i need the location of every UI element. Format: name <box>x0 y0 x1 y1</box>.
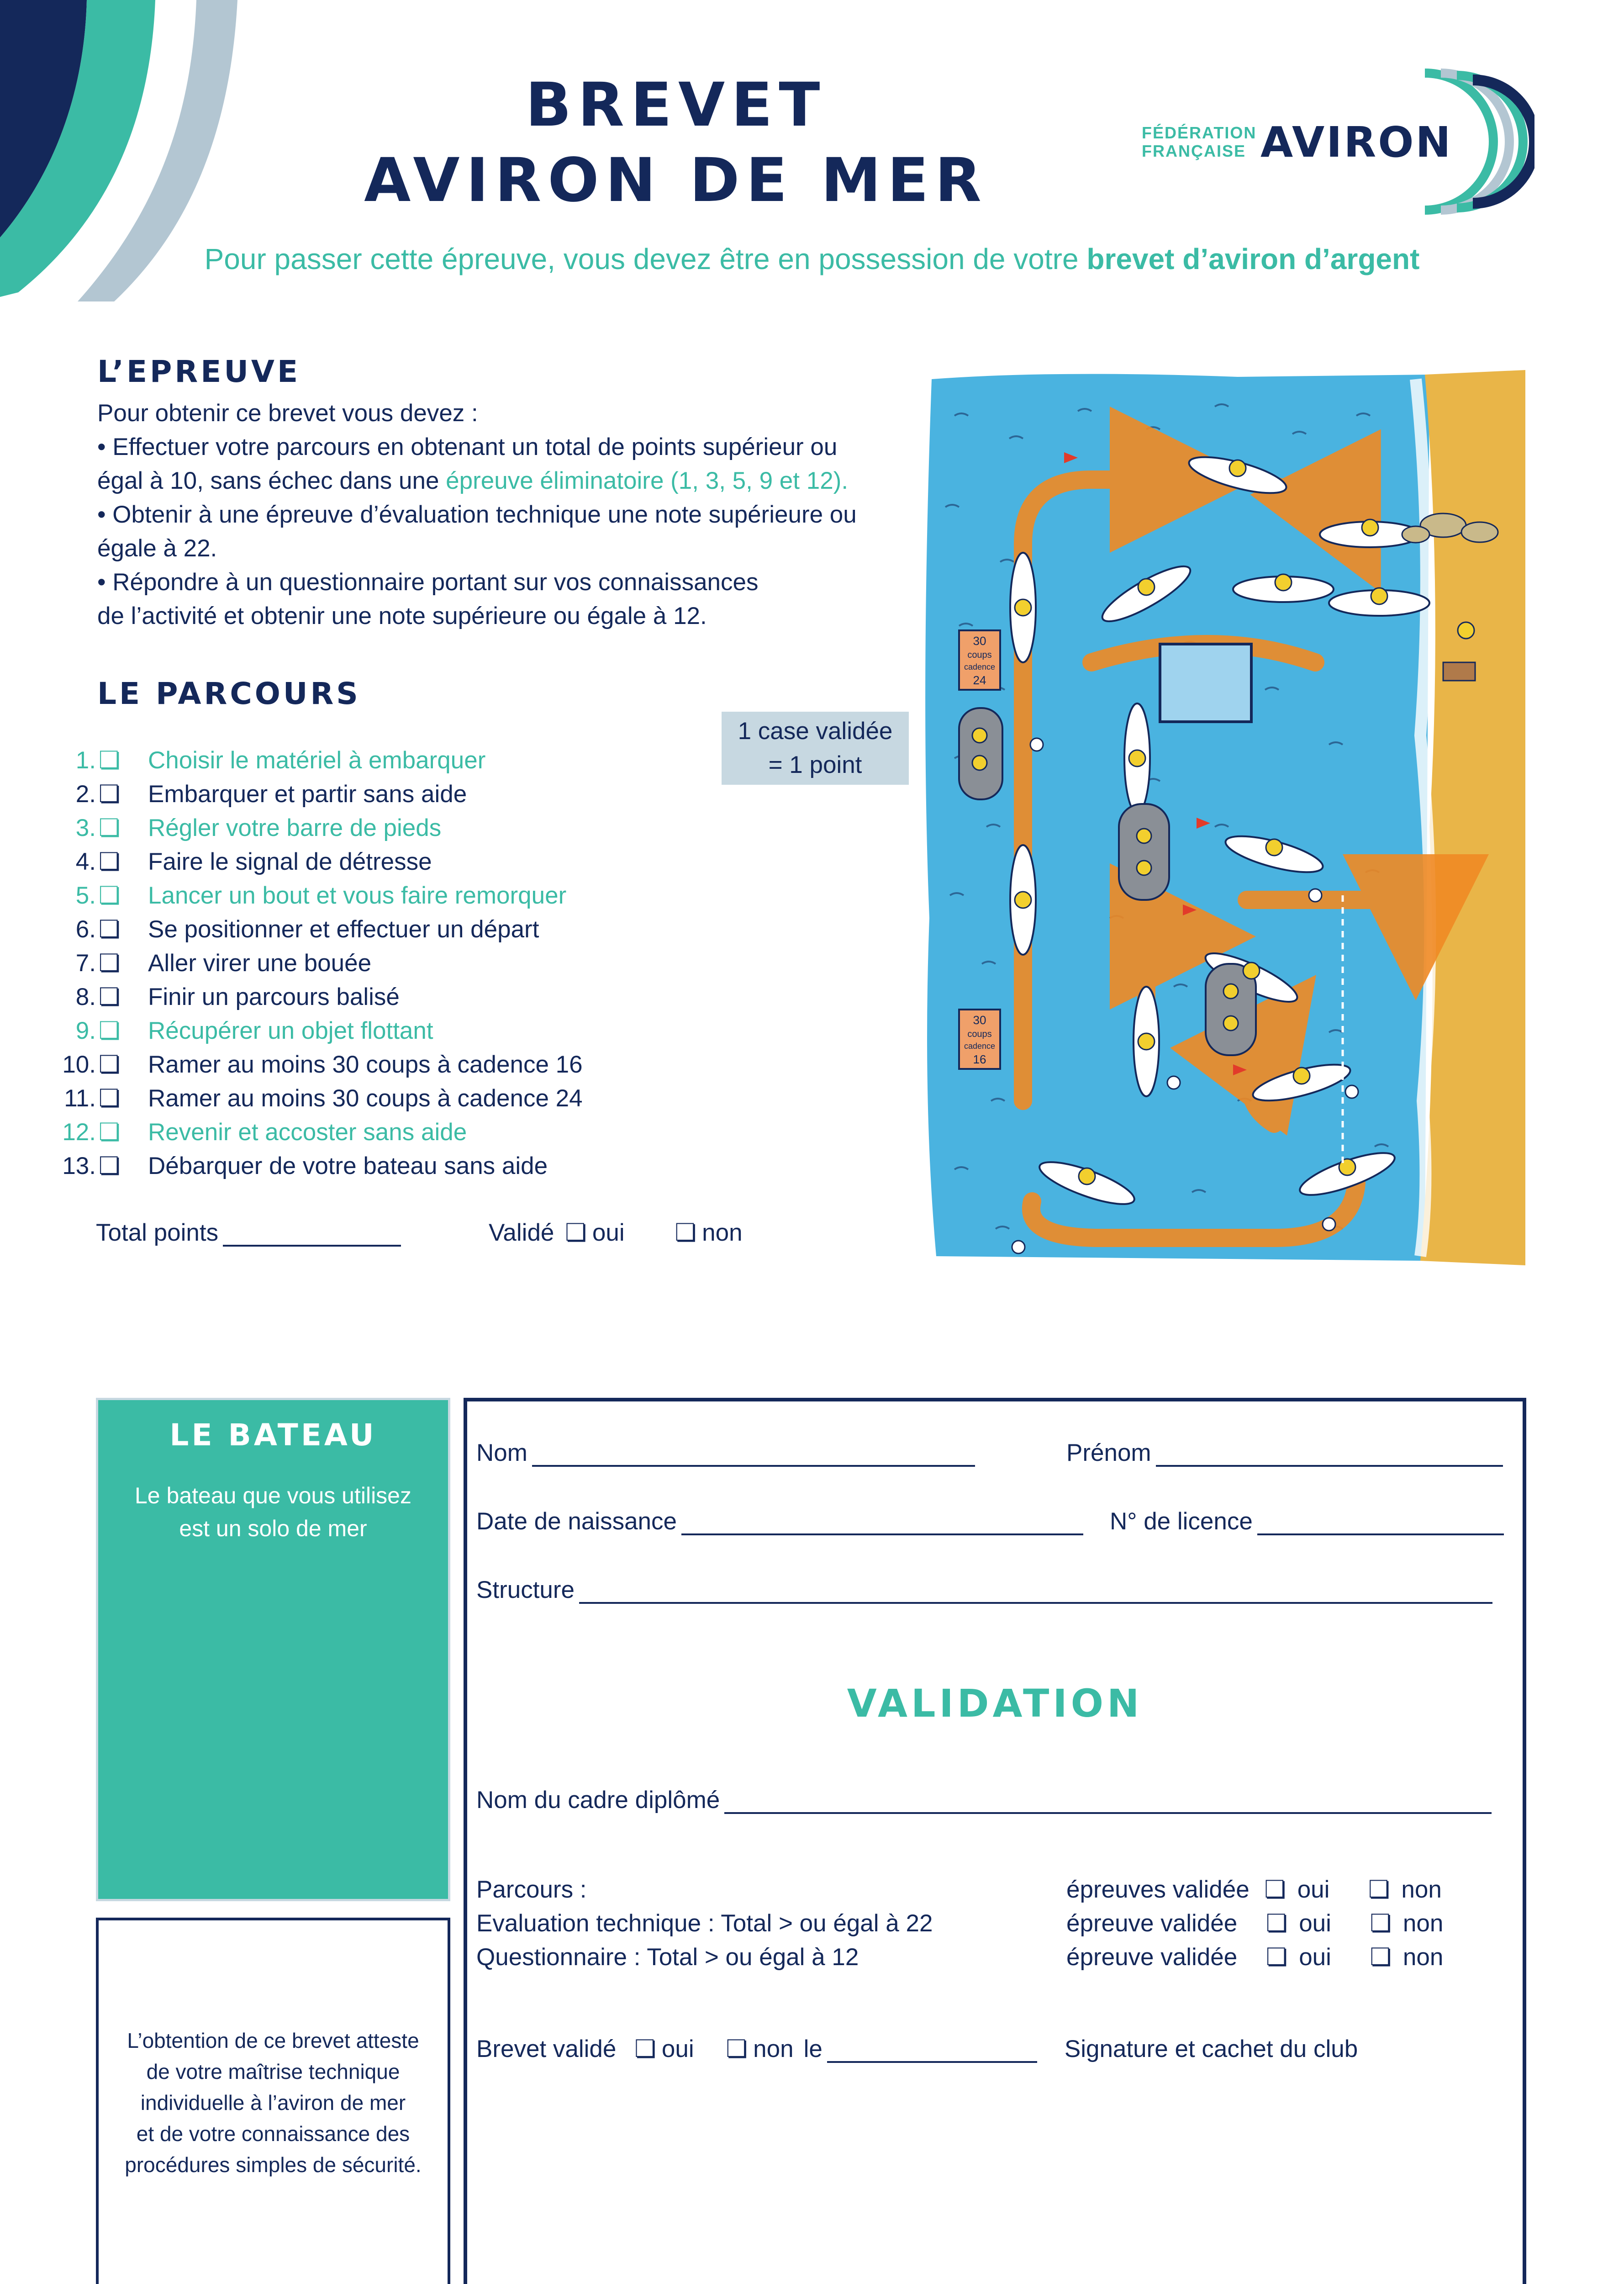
oui-label: oui <box>592 1219 625 1246</box>
checkbox-icon[interactable]: ❏ <box>565 1219 587 1246</box>
parcours-illustration <box>918 370 1525 1265</box>
oui-label: oui <box>661 2036 694 2062</box>
checkbox-icon: ❏ <box>99 983 121 1010</box>
cadre-input-line[interactable] <box>724 1791 1492 1814</box>
parcours-heading: LE PARCOURS <box>97 676 361 711</box>
nom-label: Nom <box>476 1439 527 1466</box>
framed-object <box>1160 644 1251 722</box>
brevet-valide-row <box>476 2035 1358 2063</box>
list-item[interactable]: 11. ❏ Ramer au moins 30 coups à cadence 24 <box>27 1082 583 1116</box>
badge-line1: 1 case validée <box>738 718 893 745</box>
structure-input-line[interactable] <box>579 1581 1492 1604</box>
checkbox-icon: ❏ <box>99 1051 121 1078</box>
epreuve-line2 <box>97 464 915 498</box>
subtitle-bold: brevet d’aviron d’argent <box>1086 243 1420 275</box>
svg-text:coups: coups <box>967 650 992 660</box>
oui-label: oui <box>1297 1876 1330 1903</box>
check-row-eval <box>1066 1907 1443 1940</box>
svg-text:cadence: cadence <box>964 1042 996 1051</box>
svg-text:24: 24 <box>973 673 986 687</box>
epreuve-line6: de l’activité et obtenir une note supérieure ou égale à 12. <box>97 603 707 629</box>
logo-mark-icon <box>1397 69 1534 215</box>
bateau-text <box>98 1479 448 1545</box>
checkbox-icon[interactable]: ❏ <box>1370 1944 1392 1971</box>
epreuve-line3: • Obtenir à une épreuve d’évaluation technique une note supérieure ou <box>97 501 857 528</box>
date-naissance-input-line[interactable] <box>681 1512 1083 1535</box>
checkbox-icon: ❏ <box>99 781 121 808</box>
checkbox-icon: ❏ <box>99 814 121 841</box>
svg-text:coups: coups <box>967 1029 992 1039</box>
check-label: épreuves validée <box>1066 1876 1250 1903</box>
cadence-sign-24 <box>959 630 1000 690</box>
checkbox-icon: ❏ <box>99 1153 121 1179</box>
checkbox-icon: ❏ <box>99 747 121 774</box>
list-item[interactable]: 9. ❏ Récupérer un objet flottant <box>27 1014 433 1048</box>
points-badge <box>722 712 909 785</box>
epreuve-line5: • Répondre à un questionnaire portant sur vos connaissances <box>97 569 759 596</box>
prenom-label: Prénom <box>1066 1439 1151 1466</box>
logo-word: AVIRON <box>1260 118 1453 167</box>
epreuve-line4: égale à 22. <box>97 535 217 562</box>
attestation-line3: individuelle à l’aviron de mer <box>140 2091 406 2115</box>
epreuve-line2-eliminatoire: épreuve éliminatoire (1, 3, 5, 9 et 12). <box>446 467 849 494</box>
checkbox-icon: ❏ <box>99 848 121 875</box>
svg-text:cadence: cadence <box>964 662 996 671</box>
total-points-line[interactable] <box>223 1224 401 1247</box>
signature-label: Signature et cachet du club <box>1064 2036 1358 2062</box>
non-label: non <box>1401 1876 1442 1903</box>
list-item[interactable]: 13. ❏ Débarquer de votre bateau sans aide <box>27 1149 548 1183</box>
structure-field[interactable] <box>476 1576 1492 1604</box>
checkbox-icon[interactable]: ❏ <box>726 2036 748 2062</box>
oui-label: oui <box>1299 1910 1331 1937</box>
checkbox-icon[interactable]: ❏ <box>675 1219 697 1246</box>
checkbox-icon[interactable]: ❏ <box>634 2036 656 2062</box>
checkbox-icon: ❏ <box>99 1017 121 1044</box>
badge-line2: = 1 point <box>768 751 862 778</box>
attestation-box <box>96 1918 450 2284</box>
validation-checks <box>1066 1873 1443 1974</box>
logo-small-text-1: FÉDÉRATION <box>1142 123 1257 142</box>
prenom-input-line[interactable] <box>1156 1444 1503 1467</box>
valide-label: Validé <box>489 1219 554 1246</box>
logo-small-text-2: FRANÇAISE <box>1142 142 1246 160</box>
licence-field[interactable] <box>1110 1507 1504 1535</box>
total-points-field[interactable] <box>96 1219 401 1247</box>
subtitle-plain: Pour passer cette épreuve, vous devez être en possession de votre <box>204 243 1079 275</box>
non-label: non <box>1403 1944 1444 1971</box>
page-title-line1: BREVET <box>525 70 827 140</box>
bateau-text-2: est un solo de mer <box>179 1516 367 1541</box>
list-item[interactable]: 10. ❏ Ramer au moins 30 coups à cadence 16 <box>27 1048 583 1082</box>
ffa-logo <box>1142 69 1539 215</box>
date-input-line[interactable] <box>827 2040 1037 2063</box>
list-item[interactable]: 5. ❏ Lancer un bout et vous faire remorquer <box>27 879 566 913</box>
checkbox-icon[interactable]: ❏ <box>1368 1876 1390 1903</box>
checkbox-icon: ❏ <box>99 882 121 909</box>
attestation-line5: procédures simples de sécurité. <box>125 2153 422 2177</box>
validation-criteria <box>476 1873 933 1974</box>
criteria-parcours: Parcours : <box>476 1876 587 1903</box>
date-naissance-field[interactable] <box>476 1507 1083 1535</box>
checkbox-icon: ❏ <box>99 916 121 943</box>
subtitle <box>0 242 1624 276</box>
oui-label: oui <box>1299 1944 1331 1971</box>
total-points-label: Total points <box>96 1219 219 1246</box>
attestation-line2: de votre maîtrise technique <box>146 2060 400 2083</box>
bateau-heading: LE BATEAU <box>169 1417 377 1453</box>
attestation-text <box>125 2025 421 2180</box>
epreuve-line2-a: égal à 10, sans échec dans une <box>97 467 446 494</box>
list-item[interactable]: 12. ❏ Revenir et accoster sans aide <box>27 1116 467 1149</box>
valide-row <box>489 1219 743 1247</box>
epreuve-intro: Pour obtenir ce brevet vous devez : <box>97 400 478 427</box>
cadre-field[interactable] <box>476 1786 1492 1814</box>
non-label: non <box>753 2036 794 2062</box>
validation-heading: VALIDATION <box>847 1681 1143 1726</box>
checkbox-icon[interactable]: ❏ <box>1264 1876 1286 1903</box>
cadre-label: Nom du cadre diplômé <box>476 1787 720 1813</box>
list-item[interactable]: 1. ❏ Choisir le matériel à embarquer <box>27 744 485 777</box>
epreuve-heading: L’EPREUVE <box>97 354 301 389</box>
checkbox-icon[interactable]: ❏ <box>1265 1910 1288 1937</box>
parcours-list <box>27 744 712 1200</box>
list-item[interactable]: 7. ❏ Aller virer une bouée <box>27 946 371 980</box>
list-item[interactable]: 4. ❏ Faire le signal de détresse <box>27 845 432 879</box>
structure-label: Structure <box>476 1576 575 1603</box>
checkbox-icon: ❏ <box>99 1085 121 1112</box>
check-label: épreuve validée <box>1066 1910 1238 1937</box>
epreuve-text <box>97 397 915 633</box>
svg-text:30: 30 <box>973 634 986 648</box>
list-item[interactable]: 3. ❏ Régler votre barre de pieds <box>27 811 441 845</box>
list-item[interactable]: 2. ❏ Embarquer et partir sans aide <box>27 777 467 811</box>
attestation-line1: L’obtention de ce brevet atteste <box>127 2029 419 2052</box>
cadence-sign-16 <box>959 1010 1000 1069</box>
criteria-eval: Evaluation technique : Total > ou égal à 22 <box>476 1910 933 1937</box>
non-label: non <box>1403 1910 1444 1937</box>
licence-label: N° de licence <box>1110 1508 1253 1535</box>
page-title-line2: AVIRON DE MER <box>364 145 988 216</box>
list-item[interactable]: 8. ❏ Finir un parcours balisé <box>27 980 400 1014</box>
bateau-text-1: Le bateau que vous utilisez <box>135 1483 411 1508</box>
prenom-field[interactable] <box>1066 1439 1503 1467</box>
criteria-quest: Questionnaire : Total > ou égal à 12 <box>476 1944 859 1971</box>
beach-sand <box>1420 370 1525 1265</box>
brevet-valide-label: Brevet validé <box>476 2036 617 2062</box>
svg-text:30: 30 <box>973 1013 986 1027</box>
check-label: épreuve validée <box>1066 1944 1238 1971</box>
checkbox-icon[interactable]: ❏ <box>1370 1910 1392 1937</box>
nom-input-line[interactable] <box>532 1444 975 1467</box>
bateau-box <box>96 1398 450 1901</box>
check-row-quest <box>1066 1940 1443 1974</box>
water-area <box>925 374 1429 1261</box>
attestation-line4: et de votre connaissance des <box>136 2122 410 2146</box>
non-label: non <box>702 1219 743 1246</box>
date-naissance-label: Date de naissance <box>476 1508 677 1535</box>
svg-text:16: 16 <box>973 1052 986 1066</box>
le-label: le <box>803 2036 823 2062</box>
licence-input-line[interactable] <box>1257 1512 1504 1535</box>
checkbox-icon: ❏ <box>99 1119 121 1146</box>
list-item[interactable]: 6. ❏ Se positionner et effectuer un départ <box>27 913 539 946</box>
nom-field[interactable] <box>476 1439 975 1467</box>
epreuve-line1: • Effectuer votre parcours en obtenant un total de points supérieur ou <box>97 434 838 460</box>
check-row-parcours <box>1066 1873 1443 1907</box>
checkbox-icon[interactable]: ❏ <box>1265 1944 1288 1971</box>
checkbox-icon: ❏ <box>99 950 121 977</box>
